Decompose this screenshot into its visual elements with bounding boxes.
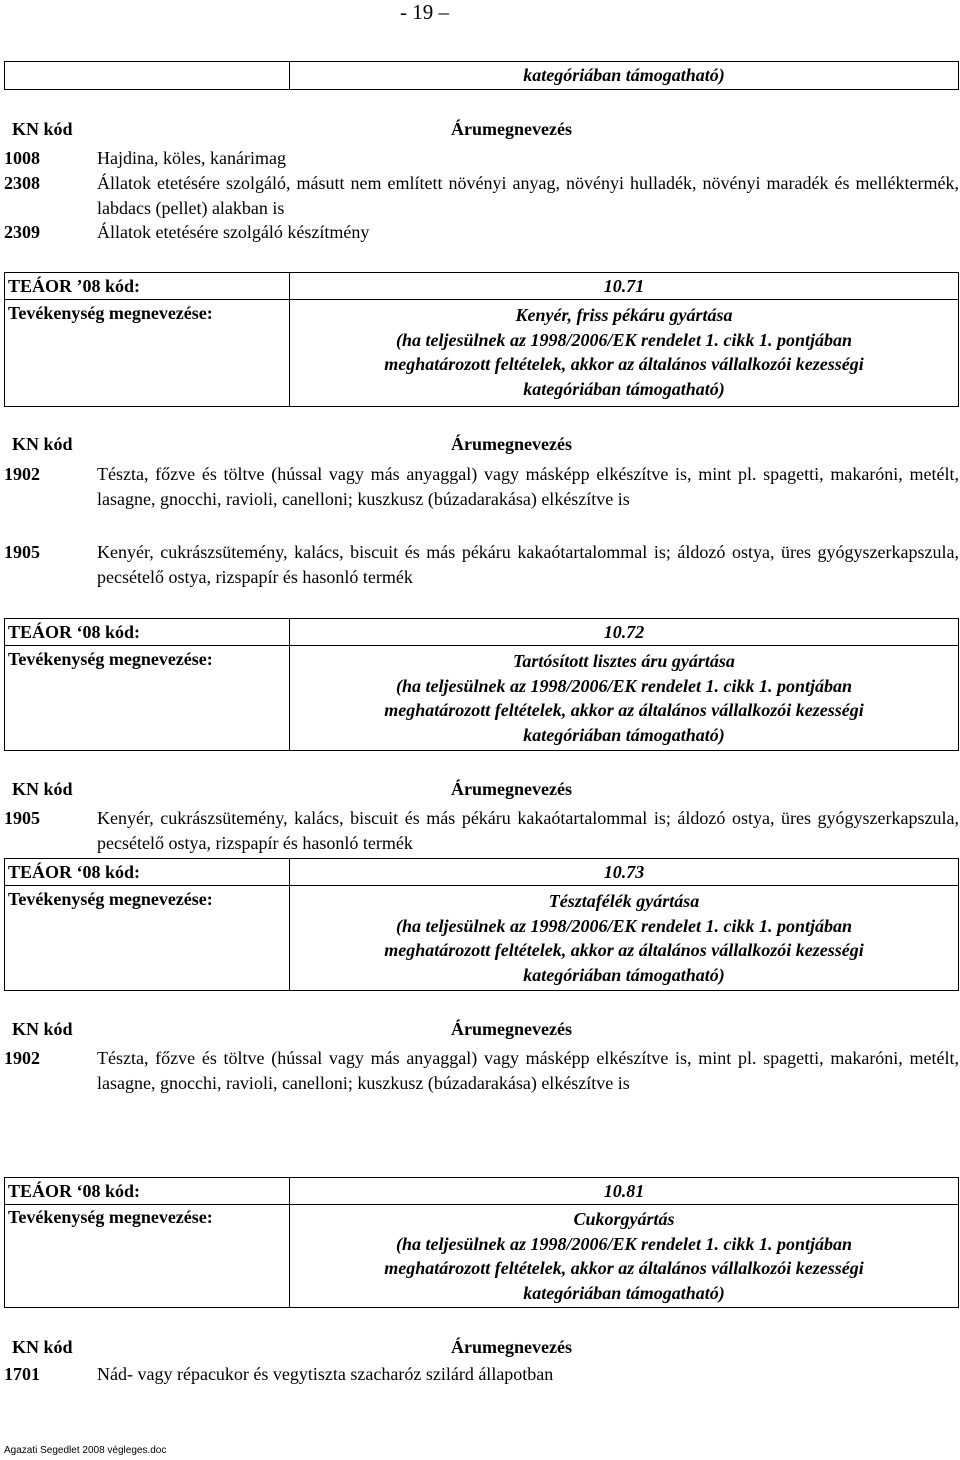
table-divider <box>5 885 958 886</box>
continuation-box <box>4 61 959 90</box>
teaor-code: 10.73 <box>603 862 645 882</box>
activity-label: Tevékenység megnevezése: <box>8 1207 213 1227</box>
product-desc: Állatok etetésére szolgáló készítmény <box>97 222 370 242</box>
kn-header: KN kód <box>12 1337 73 1357</box>
footer-filename: Agazati Segedlet 2008 végleges.doc <box>4 1445 167 1456</box>
activity-name: Tésztafélék gyártása (ha teljesülnek az 1998/2006/EK rendelet 1. cikk 1. pontjában meghatározott feltételek, akkor az általános vállalkozói kezességi kategóriában támogatható) <box>384 891 864 985</box>
teaor-label: TEÁOR ‘08 kód: <box>8 1181 141 1201</box>
table-divider <box>5 299 958 300</box>
kn-code: 1902 <box>4 1048 40 1068</box>
kn-header: KN kód <box>12 119 73 139</box>
product-desc: Tészta, főzve és töltve (hússal vagy más anyaggal) vagy másképp elkészítve is, mint pl. spagetti, makaróni, metélt, lasagne, gnocchi, ravioli, canelloni; kuszkusz (búzadarakása) elkészítve is <box>97 464 959 509</box>
teaor-box <box>4 618 959 751</box>
teaor-box <box>4 858 959 991</box>
activity-label: Tevékenység megnevezése: <box>8 649 213 669</box>
teaor-box <box>4 272 959 407</box>
teaor-code: 10.72 <box>603 622 645 642</box>
teaor-box <box>4 1177 959 1308</box>
kn-code: 1008 <box>4 148 40 168</box>
table-divider <box>5 645 958 646</box>
product-desc: Tészta, főzve és töltve (hússal vagy más anyaggal) vagy másképp elkészítve is, mint pl. spagetti, makaróni, metélt, lasagne, gnocchi, ravioli, canelloni; kuszkusz (búzadarakása) elkészítve is <box>97 1048 959 1093</box>
page-number: - 19 – <box>400 0 449 24</box>
activity-label: Tevékenység megnevezése: <box>8 889 213 909</box>
name-header: Árumegnevezés <box>451 119 572 139</box>
kn-code: 1905 <box>4 808 40 828</box>
name-header: Árumegnevezés <box>451 1337 572 1357</box>
activity-tail: kategóriában támogatható) <box>523 65 725 85</box>
kn-code: 1902 <box>4 464 40 484</box>
kn-code: 2308 <box>4 173 40 193</box>
product-desc: Nád- vagy répacukor és vegytiszta szacharóz szilárd állapotban <box>97 1364 554 1384</box>
kn-code: 1905 <box>4 542 40 562</box>
teaor-label: TEÁOR ’08 kód: <box>8 276 141 296</box>
kn-header: KN kód <box>12 434 73 454</box>
name-header: Árumegnevezés <box>451 1019 572 1039</box>
activity-name: Kenyér, friss pékáru gyártása (ha teljesülnek az 1998/2006/EK rendelet 1. cikk 1. pontjában meghatározott feltételek, akkor az általános vállalkozói kezességi kategóriában támogatható) <box>384 305 864 399</box>
activity-label: Tevékenység megnevezése: <box>8 303 213 323</box>
teaor-label: TEÁOR ‘08 kód: <box>8 622 141 642</box>
kn-header: KN kód <box>12 779 73 799</box>
kn-code: 2309 <box>4 222 40 242</box>
name-header: Árumegnevezés <box>451 779 572 799</box>
product-desc: Kenyér, cukrászsütemény, kalács, biscuit és más pékáru kakaótartalommal is; áldozó ostya, üres gyógyszerkapszula, pecsételő ostya, rizspapír és hasonló termék <box>97 542 959 587</box>
kn-header: KN kód <box>12 1019 73 1039</box>
product-desc: Állatok etetésére szolgáló, másutt nem említett növényi anyag, növényi hulladék, növényi maradék és melléktermék, labdacs (pellet) alakban is <box>97 173 959 218</box>
teaor-code: 10.71 <box>603 276 645 296</box>
product-desc: Kenyér, cukrászsütemény, kalács, biscuit és más pékáru kakaótartalommal is; áldozó ostya, üres gyógyszerkapszula, pecsételő ostya, rizspapír és hasonló termék <box>97 808 959 853</box>
teaor-code: 10.81 <box>603 1181 645 1201</box>
activity-name: Tartósított lisztes áru gyártása (ha teljesülnek az 1998/2006/EK rendelet 1. cikk 1. pontjában meghatározott feltételek, akkor az általános vállalkozói kezességi kategóriában támogatható) <box>384 651 864 745</box>
name-header: Árumegnevezés <box>451 434 572 454</box>
activity-name: Cukorgyártás (ha teljesülnek az 1998/2006/EK rendelet 1. cikk 1. pontjában meghatározott feltételek, akkor az általános vállalkozói kezességi kategóriában támogatható) <box>384 1209 864 1303</box>
product-desc: Hajdina, köles, kanárimag <box>97 148 286 168</box>
teaor-label: TEÁOR ‘08 kód: <box>8 862 141 882</box>
kn-code: 1701 <box>4 1364 40 1384</box>
table-divider <box>5 1204 958 1205</box>
